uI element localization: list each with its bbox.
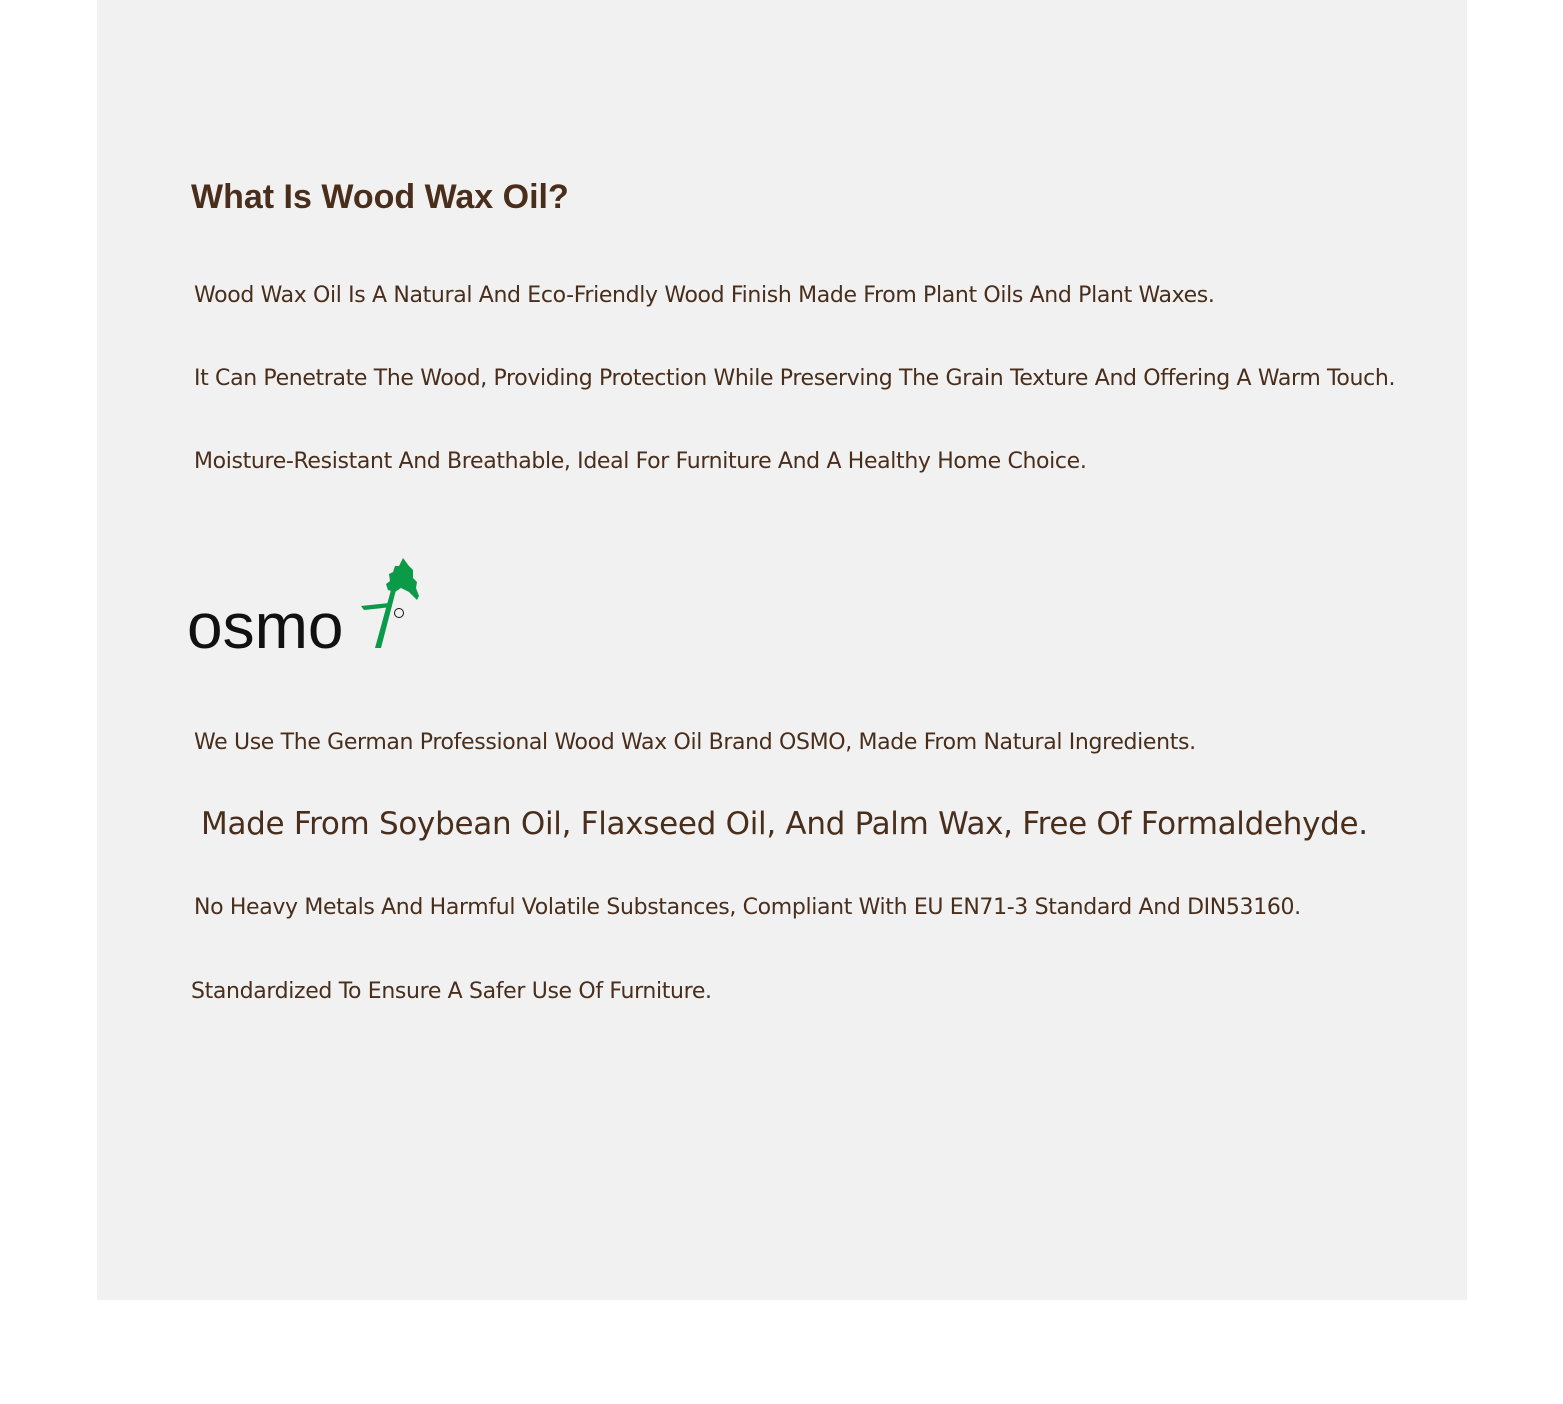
intro-line-2: It Can Penetrate The Wood, Providing Protection While Preserving The Grain Texture And Offering A Warm Touch. bbox=[194, 366, 1396, 391]
intro-line-3: Moisture-Resistant And Breathable, Ideal For Furniture And A Healthy Home Choice. bbox=[194, 449, 1087, 474]
intro-line-1: Wood Wax Oil Is A Natural And Eco-Friendly Wood Finish Made From Plant Oils And Plant Waxes. bbox=[194, 283, 1215, 308]
tree-icon bbox=[361, 558, 419, 648]
ingredients-line: Made From Soybean Oil, Flaxseed Oil, And Palm Wax, Free Of Formaldehyde. bbox=[201, 806, 1368, 842]
osmo-logo-text: osmo bbox=[187, 590, 344, 652]
content-panel bbox=[97, 0, 1467, 1300]
osmo-logo-graphic bbox=[187, 556, 419, 652]
osmo-logo bbox=[187, 556, 419, 652]
brand-line: We Use The German Professional Wood Wax Oil Brand OSMO, Made From Natural Ingredients. bbox=[194, 730, 1196, 755]
section-title: What Is Wood Wax Oil? bbox=[191, 178, 569, 216]
standards-line: No Heavy Metals And Harmful Volatile Substances, Compliant With EU EN71-3 Standard And DIN53160. bbox=[194, 895, 1301, 920]
safety-line: Standardized To Ensure A Safer Use Of Furniture. bbox=[191, 979, 712, 1004]
